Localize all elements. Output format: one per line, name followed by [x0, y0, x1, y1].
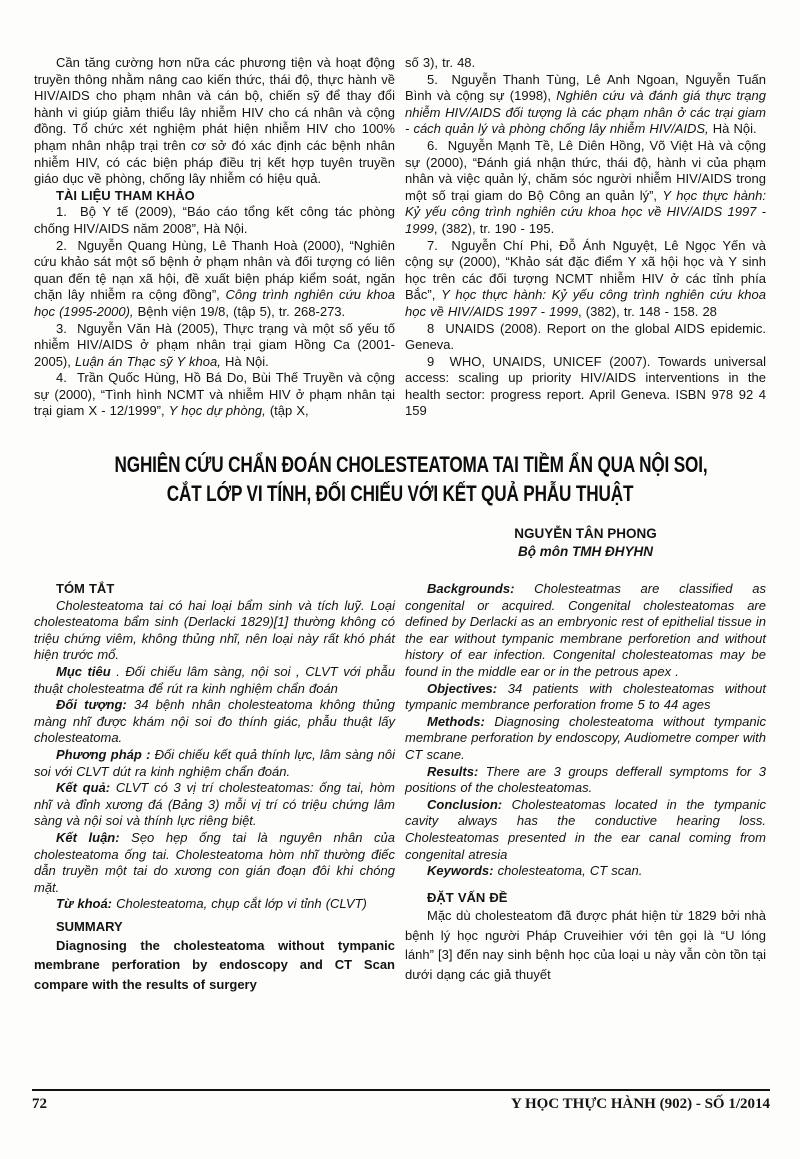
- text-segment: Diagnosing cholesteatoma without tympanic membrane perforation by endoscopy, Audiometre comper with CT scane.: [405, 713, 766, 762]
- text-segment: Phương pháp :: [56, 747, 151, 762]
- text-segment: 9 WHO, UNAIDS, UNICEF (2007). Towards universal access: scaling up priority HIV/AIDS interventions in the health sector: progress report. April Geneva. ISBN 978 92 4 159: [405, 353, 766, 419]
- reference-item: [405, 238, 766, 321]
- summary-paragraph: [34, 936, 395, 995]
- abstract-paragraph: [405, 764, 766, 797]
- text-segment: There are 3 groups defferall symptoms for 3 positions of the cholesteatomas.: [405, 763, 766, 796]
- text-segment: ĐẶT VẤN ĐỀ: [427, 889, 508, 905]
- text-segment: Mục tiêu: [56, 664, 111, 680]
- text-segment: 2. Nguyễn Quang Hùng, Lê Thanh Hoà (2000), “Nghiên cứu khảo sát một số bệnh ở phạm nhân và đối tượng có liên quan đến tệ nạn xã hội, đề xuất biện pháp kiểm soát, ngăn chặn lây nhiễm ra cộng đồng”,: [34, 237, 395, 303]
- abstract-paragraph: [405, 863, 766, 880]
- text-segment: Objectives:: [427, 680, 498, 696]
- abstract-paragraph: [34, 747, 395, 780]
- body-paragraph: [405, 906, 766, 984]
- text-segment: SUMMARY: [56, 918, 123, 934]
- author-name: NGUYỄN TÂN PHONG: [514, 526, 657, 542]
- page-footer: [32, 1096, 770, 1113]
- reference-item: [405, 72, 766, 138]
- abstract-left-column: [34, 581, 395, 994]
- text-segment: , (382), tr. 190 - 195.: [433, 220, 555, 236]
- text-segment: Results:: [427, 763, 479, 779]
- text-segment: Luận án Thạc sỹ Y khoa,: [74, 353, 221, 369]
- abstract-paragraph: [405, 714, 766, 764]
- text-segment: Đối tượng:: [56, 697, 127, 713]
- abstract-paragraph: [34, 780, 395, 830]
- author-block: [405, 525, 766, 560]
- abstract-paragraph: [34, 830, 395, 896]
- reference-item: [405, 354, 766, 420]
- reference-continuation: [405, 55, 766, 72]
- text-segment: Diagnosing the cholesteatoma without tympanic membrane perforation by endoscopy and CT Scan compare with the results of surgery: [34, 937, 395, 992]
- text-segment: Kết quả:: [56, 780, 111, 796]
- text-segment: 34 bệnh nhân cholesteatoma không thủng màng nhĩ được khám nội soi đo thính giác, phẫu thuật lấy cholesteatoma.: [34, 697, 395, 746]
- references-heading: [34, 188, 395, 205]
- body-paragraph: [34, 55, 395, 188]
- footer-divider: [32, 1089, 770, 1091]
- page-number: 72: [32, 1096, 47, 1112]
- reference-item: [34, 321, 395, 371]
- reference-item: [34, 204, 395, 237]
- abstract-paragraph: [34, 697, 395, 747]
- text-segment: Y học dự phòng,: [168, 403, 266, 419]
- references-left-column: [34, 55, 395, 420]
- text-segment: 1. Bộ Y tế (2009), “Báo cáo tổng kết công tác phòng chống HIV/AIDS năm 2008”, Hà Nội.: [34, 204, 395, 236]
- text-segment: Cần tăng cường hơn nữa các phương tiện và hoạt động truyền thông nhằm nâng cao kiến thức, thái độ, thực hành về HIV/AIDS cho phạm nhân và cán bộ, chiến sỹ để thay đổi hành vi giúp giảm thiểu lây nhiễm HIV cho cá nhân và cộng đồng. Tổ chức xét nghiệm phát hiện nhiễm HIV cho 100% phạm nhân nhập trại trên cơ sở đó xác định các bệnh nhân nhiễm HIV, có các biện pháp điều trị kết hợp tuyên truyền giáo dục về phòng, chống lây nhiễm có hiệu quả.: [34, 55, 395, 187]
- abstract-section: [34, 581, 766, 994]
- text-segment: (tập X,: [265, 403, 309, 419]
- text-segment: 4. Trần Quốc Hùng, Hồ Bá Do, Bùi Thế Truyền và cộng sự (2000), “Tình hình NCMT và nhiễm HIV ở phạm nhân tại trại giam X - 12/1999”,: [34, 370, 395, 419]
- reference-item: [34, 370, 395, 420]
- text-segment: , (382), tr. 148 - 158. 28: [578, 303, 717, 319]
- text-segment: Công trình nghiên cứu khoa học (1995-2000),: [34, 287, 395, 319]
- references-section: [34, 55, 766, 420]
- reference-item: [405, 138, 766, 238]
- references-right-column: [405, 55, 766, 420]
- text-segment: 34 patients with cholesteatomas without tympanic membrance perforation frome 5 to 44 ages: [405, 680, 766, 713]
- text-segment: Sẹo hẹp ống tai là nguyên nhân của cholesteatoma ống tai. Cholesteatoma hòm nhĩ thường điếc dẫn truyền một tai do xương con gián đoạn đôi khi chóng mặt.: [34, 829, 395, 895]
- abstract-right-column: [405, 581, 766, 994]
- text-segment: Cholesteatoma, chụp cắt lớp vi tỉnh (CLVT): [112, 896, 367, 912]
- reference-item: [34, 238, 395, 321]
- text-segment: Mặc dù cholesteatom đã được phát hiện từ 1829 bởi nhà bệnh lý học người Pháp Cruveihier với tên gọi là “U lóng lánh” [3] đến nay sinh bệnh học của loại u này vẫn còn tồn tại dưới dạng các giả thuyết: [405, 908, 766, 982]
- text-segment: Conclusion:: [427, 796, 503, 812]
- text-segment: Keywords:: [427, 863, 494, 879]
- text-segment: Hà Nội.: [220, 353, 269, 369]
- abstract-paragraph: [405, 681, 766, 714]
- abstract-heading: [34, 581, 395, 598]
- text-segment: Y học thực hành: Kỷ yếu công trình nghiên cứu khoa học về HIV/AIDS 1997 - 1999: [405, 287, 766, 319]
- text-segment: Từ khoá:: [56, 896, 113, 912]
- text-segment: Bệnh viện 19/8, (tập 5), tr. 268-273.: [133, 303, 346, 319]
- article-title-line-2: CẮT LỚP VI TÍNH, ĐỐI CHIẾU VỚI KẾT QUẢ PHẪU THUẬT: [166, 481, 634, 507]
- journal-name: Y HỌC THỰC HÀNH (902) - SỐ 1/2014: [510, 1096, 770, 1112]
- text-segment: Cholesteatmas are classified as congenital or acquired. Congenital cholesteatomas are defined by Derlacki as an embryonic rest of epithelial tissue in the ear without tympanic membrane perforetion and without history of ear infection. Congenital cholesteatomas may be found in the middle ear or in the petrous apex .: [405, 581, 766, 680]
- abstract-paragraph: [405, 581, 766, 681]
- abstract-paragraph: [34, 598, 395, 664]
- text-segment: . Đối chiếu lâm sàng, nội soi , CLVT với phẫu thuật cholesteatma để rút ra kinh nghiệm chẩn đoán: [34, 664, 395, 696]
- text-segment: Methods:: [427, 713, 485, 729]
- text-segment: Kết luận:: [56, 829, 120, 845]
- summary-heading: [34, 919, 395, 936]
- article-title-line-1: NGHIÊN CỨU CHẨN ĐOÁN CHOLESTEATOMA TAI TIỀM ẨN QUA NỘI SOI,: [114, 452, 708, 478]
- text-segment: TÓM TẮT: [56, 581, 115, 597]
- text-segment: TÀI LIỆU THAM KHẢO: [56, 187, 195, 203]
- text-segment: số 3), tr. 48.: [405, 55, 476, 70]
- text-segment: Cholesteatomas located in the tympanic cavity always has the conductive hearing loss. Cholesteatomas presented in the ear canal coming from congenital atresia: [405, 796, 766, 862]
- text-segment: Y học thực hành: Kỷ yếu công trình nghiên cứu khoa học về HIV/AIDS 1997 - 1999: [405, 187, 766, 236]
- article-title: [34, 450, 766, 508]
- text-segment: 5. Nguyễn Thanh Tùng, Lê Anh Ngoan, Nguyễn Tuấn Bình và cộng sự (1998),: [405, 71, 766, 104]
- text-segment: Cholesteatoma tai có hai loại bẩm sinh và tích luỹ. Loại cholesteatoma bẩm sinh (Derlacki 1829)[1] thường không có triệu chứng viêm, không thủng nhĩ, nên loại này rất khó phát hiện trước mổ.: [34, 597, 395, 663]
- text-segment: 7. Nguyễn Chí Phi, Đỗ Ánh Nguyệt, Lê Ngọc Yến và cộng sự (2000), “Khảo sát đặc điểm Y xã hội học và Y sinh học trên các đối tượng NCMT nhiễm HIV ở các tỉnh phía Bắc”,: [405, 237, 766, 303]
- text-segment: Backgrounds:: [427, 581, 515, 597]
- author-affiliation: Bộ môn TMH ĐHYHN: [518, 543, 653, 559]
- text-segment: CLVT có 3 vị trí cholesteatomas: ống tai, hòm nhĩ và đỉnh xương đá (Bảng 3) mỗi vị trí có triệu chứng lâm sàng và nội soi và thính lực riêng biệt.: [34, 780, 395, 829]
- text-segment: cholesteatoma, CT scan.: [493, 863, 643, 879]
- text-segment: Hà Nội.: [708, 121, 757, 137]
- reference-item: [405, 321, 766, 354]
- text-segment: 6. Nguyễn Mạnh Tề, Lê Diên Hồng, Võ Việt Hà và cộng sự (2000), “Đánh giá nhận thức, thái độ, hành vi của phạm nhân và việc quản lý, chăm sóc người nhiễm HIV/AIDS trong một số trại giam do Bộ Công an quản lý”,: [405, 137, 766, 203]
- text-segment: Đối chiếu kết quả thính lực, lâm sàng nôi soi với CLVT dút ra kinh nghiệm chẩn đoán.: [34, 747, 395, 779]
- abstract-paragraph: [405, 797, 766, 863]
- abstract-paragraph: [34, 896, 395, 913]
- text-segment: Nghiên cứu và đánh giá thực trạng nhiễm HIV/AIDS đối tượng là các phạm nhân ở các trại giam - cách quản lý và phòng chống lây nhiễm HIV/AIDS,: [405, 88, 766, 137]
- abstract-paragraph: [34, 664, 395, 697]
- text-segment: 3. Nguyễn Văn Hà (2005), Thực trạng và một số yếu tố nhiễm HIV/AIDS ở phạm nhân trại giam Hồng Ca (2001-2005),: [34, 320, 395, 369]
- introduction-heading: [405, 890, 766, 907]
- text-segment: 8 UNAIDS (2008). Report on the global AIDS epidemic. Geneva.: [405, 320, 766, 353]
